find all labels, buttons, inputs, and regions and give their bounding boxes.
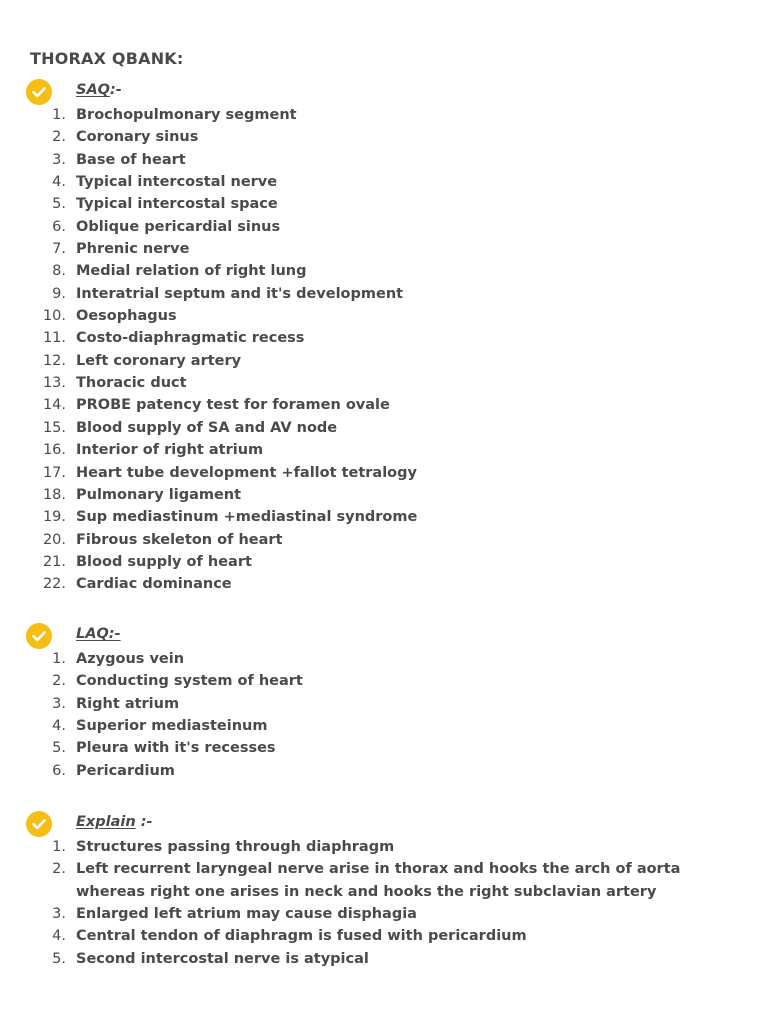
list-item-number: 3. (52, 906, 66, 923)
list-item (0, 171, 768, 193)
list-item (0, 670, 768, 692)
list-item (0, 573, 768, 595)
section-label-suffix: :- (135, 814, 153, 830)
list-item-text: Heart tube development +fallot tetralogy (76, 464, 417, 481)
list-item-text: Phrenic nerve (76, 241, 190, 258)
list-item-number: 17. (42, 464, 66, 481)
list-item-number: 5. (52, 950, 66, 967)
question-list (0, 648, 768, 782)
list-item-text: Fibrous skeleton of heart (76, 531, 283, 548)
list-item (0, 126, 768, 148)
section-label (76, 814, 153, 830)
list-item-text: Central tendon of diaphragm is fused with pericardium (76, 928, 527, 945)
list-item-number: 2. (52, 673, 66, 690)
section-explain (0, 811, 768, 970)
list-item-text: Cardiac dominance (76, 576, 232, 593)
section-label-main: Explain (76, 814, 136, 830)
list-item (0, 439, 768, 461)
list-item-text: Pleura with it's recesses (76, 740, 276, 757)
list-item-text: Typical intercostal space (76, 196, 278, 213)
list-item (0, 238, 768, 260)
list-item-text: Coronary sinus (76, 129, 199, 146)
list-item-text: Typical intercostal nerve (76, 174, 278, 191)
list-item (0, 417, 768, 439)
list-item-text: Conducting system of heart (76, 673, 303, 690)
section-header (0, 79, 768, 103)
list-item-number: 16. (42, 442, 66, 459)
list-item-text: Enlarged left atrium may cause disphagia (76, 906, 417, 923)
list-item-text: Blood supply of SA and AV node (76, 419, 338, 436)
list-item (0, 836, 768, 858)
list-item-text: Structures passing through diaphragm (76, 839, 395, 855)
checkmark-icon (26, 623, 52, 649)
list-item (0, 715, 768, 737)
list-item-number: 13. (42, 375, 66, 392)
list-item (0, 260, 768, 282)
list-item (0, 760, 768, 782)
list-item-text: Pericardium (76, 762, 175, 779)
section-label-suffix: :- (110, 82, 122, 98)
section-label (76, 626, 121, 642)
list-item-number: 2. (52, 861, 66, 878)
section-label (76, 82, 122, 98)
list-item-text: Brochopulmonary segment (76, 107, 297, 123)
list-item (0, 305, 768, 327)
list-item-number: 15. (42, 419, 66, 436)
list-item (0, 551, 768, 573)
list-item-number: 1. (52, 839, 66, 855)
list-item-number: 8. (52, 263, 66, 280)
list-item (0, 693, 768, 715)
list-item-text: Second intercostal nerve is atypical (76, 950, 369, 967)
list-item (0, 283, 768, 305)
list-item-text: Azygous vein (76, 651, 185, 667)
list-item-number: 7. (52, 241, 66, 258)
list-item-text: Base of heart (76, 151, 186, 168)
list-item-number: 18. (42, 486, 66, 503)
list-item-number: 22. (42, 576, 66, 593)
list-item (0, 648, 768, 670)
section-laq (0, 623, 768, 782)
section-label-main: SAQ (76, 82, 110, 98)
list-item-text: Blood supply of heart (76, 553, 252, 570)
list-item-text: Pulmonary ligament (76, 486, 242, 503)
list-item (0, 104, 768, 126)
list-item (0, 372, 768, 394)
list-item (0, 350, 768, 372)
list-item (0, 394, 768, 416)
list-item-text: Left recurrent laryngeal nerve arise in thorax and hooks the arch of aorta whereas right one arises in neck and hooks the right subclavian artery (76, 861, 681, 900)
list-item-text: Superior mediasteinum (76, 718, 268, 735)
list-item-text: Left coronary artery (76, 352, 242, 369)
list-item-number: 5. (52, 196, 66, 213)
list-item-number: 4. (52, 928, 66, 945)
list-item (0, 216, 768, 238)
list-item (0, 948, 768, 970)
list-item (0, 193, 768, 215)
list-item-number: 3. (52, 695, 66, 712)
section-label-main: LAQ:- (76, 626, 121, 642)
list-item-number: 11. (42, 330, 66, 347)
list-item-text: Thoracic duct (76, 375, 187, 392)
list-item-number: 20. (42, 531, 66, 548)
list-item-number: 14. (42, 397, 66, 414)
question-list (0, 104, 768, 596)
list-item-number: 9. (52, 285, 66, 302)
list-item-number: 3. (52, 151, 66, 168)
list-item-number: 1. (52, 107, 66, 123)
checkmark-icon (26, 811, 52, 837)
list-item (0, 858, 768, 903)
list-item-number: 4. (52, 174, 66, 191)
section-header (0, 811, 768, 835)
list-item-text: Interior of right atrium (76, 442, 264, 459)
list-item (0, 484, 768, 506)
list-item (0, 506, 768, 528)
list-item-number: 19. (42, 509, 66, 526)
list-item-text: PROBE patency test for foramen ovale (76, 397, 390, 414)
list-item-text: Oesophagus (76, 308, 177, 325)
list-item-number: 6. (52, 762, 66, 779)
page-title: THORAX QBANK: (30, 49, 184, 68)
list-item-number: 1. (52, 651, 66, 667)
list-item-number: 2. (52, 129, 66, 146)
list-item (0, 925, 768, 947)
list-item (0, 903, 768, 925)
question-list (0, 836, 768, 970)
list-item-number: 21. (42, 553, 66, 570)
list-item (0, 737, 768, 759)
list-item-text: Sup mediastinum +mediastinal syndrome (76, 509, 418, 526)
list-item-number: 6. (52, 218, 66, 235)
list-item-text: Interatrial septum and it's development (76, 285, 404, 302)
list-item-text: Oblique pericardial sinus (76, 218, 281, 235)
list-item-number: 4. (52, 718, 66, 735)
list-item-number: 12. (42, 352, 66, 369)
list-item (0, 149, 768, 171)
list-item-text: Medial relation of right lung (76, 263, 307, 280)
list-item-text: Costo-diaphragmatic recess (76, 330, 305, 347)
list-item (0, 462, 768, 484)
checkmark-icon (26, 79, 52, 105)
list-item (0, 529, 768, 551)
list-item (0, 327, 768, 349)
list-item-text: Right atrium (76, 695, 180, 712)
list-item-number: 10. (42, 308, 66, 325)
list-item-number: 5. (52, 740, 66, 757)
section-saq (0, 79, 768, 596)
section-header (0, 623, 768, 647)
